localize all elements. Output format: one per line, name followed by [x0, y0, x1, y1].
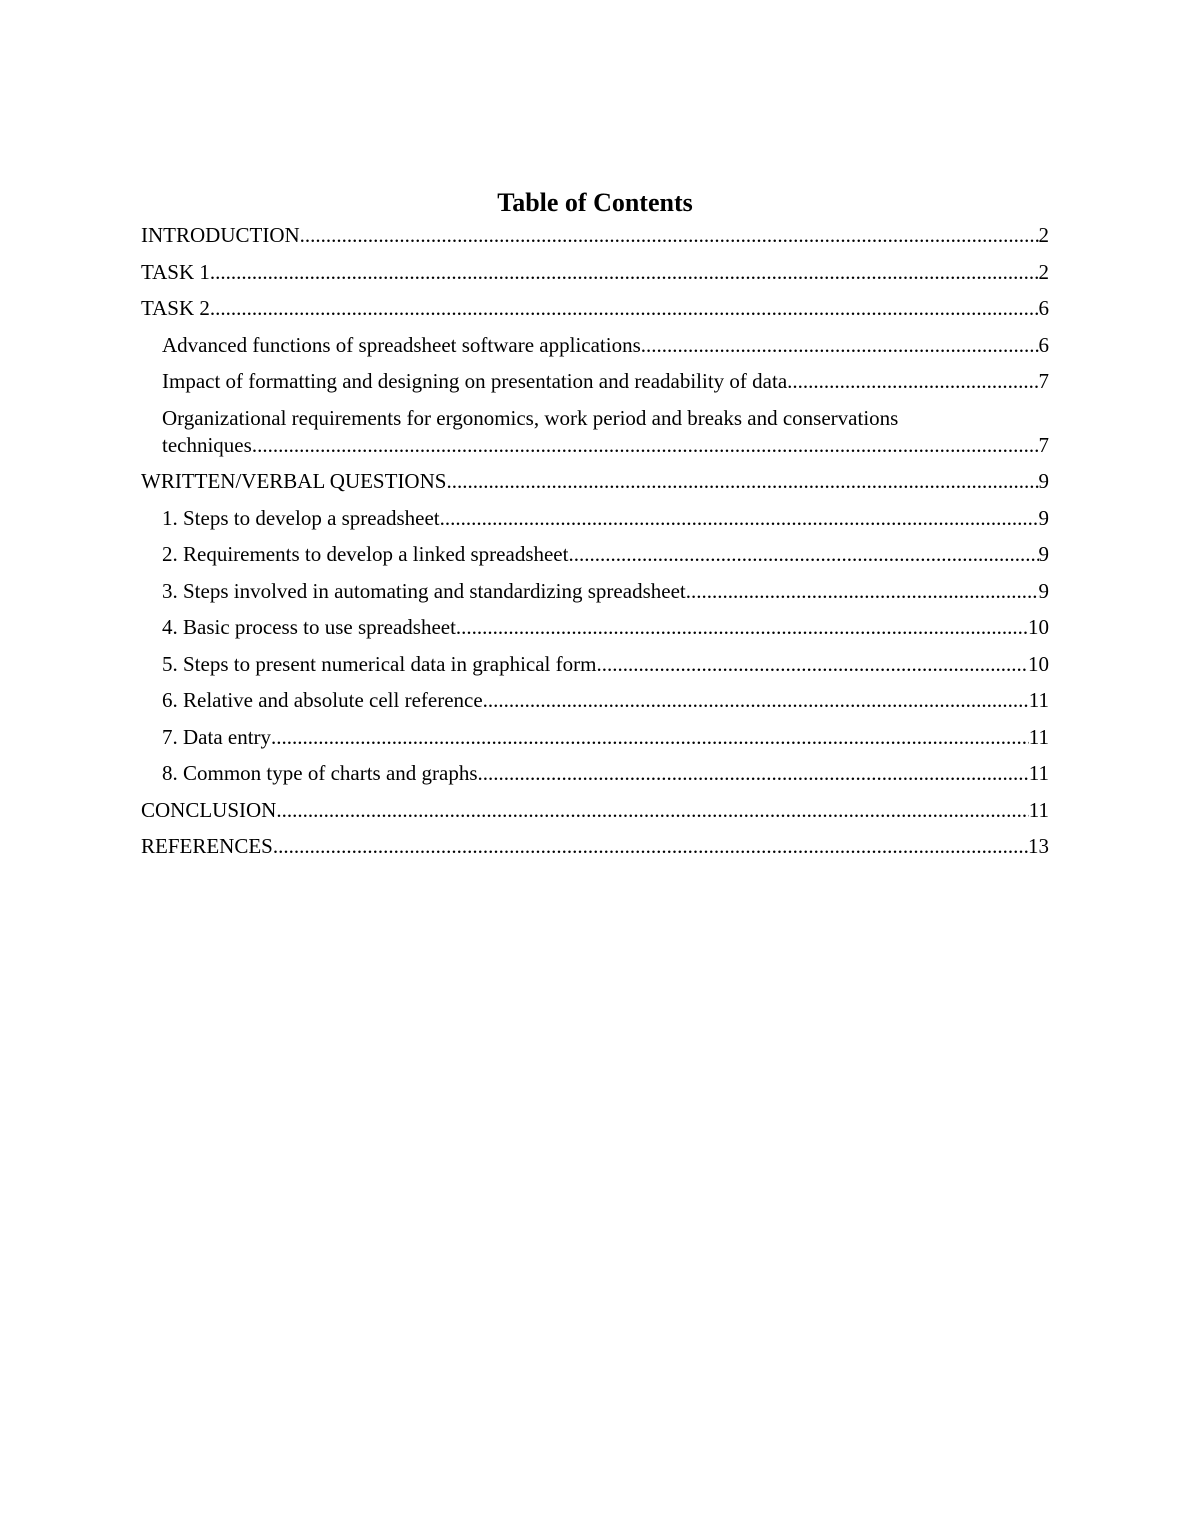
toc-entry-question-8[interactable]	[141, 760, 1049, 787]
toc-page-number: 10	[1028, 651, 1049, 676]
toc-page-number: 2	[1038, 259, 1049, 284]
toc-entry-text: 7. Data entry	[162, 724, 272, 749]
dot-leader	[210, 259, 1039, 286]
toc-entry-task-1[interactable]	[141, 259, 1049, 286]
toc-entry-text: 8. Common type of charts and graphs	[162, 761, 478, 785]
toc-entry-written-verbal-questions[interactable]	[141, 468, 1049, 495]
toc-entry-text: Impact of formatting and designing on presentation and readability of data	[162, 369, 788, 393]
toc-entry-text: TASK 2	[141, 296, 210, 320]
dot-leader	[273, 833, 1028, 860]
toc-page-number: 7	[1038, 369, 1049, 393]
toc-entry-text: 3. Steps involved in automating and standardizing spreadsheet	[162, 578, 686, 603]
toc-entry-question-3[interactable]	[141, 578, 1049, 605]
dot-leader	[446, 468, 1038, 495]
toc-page-number: 11	[1028, 688, 1049, 712]
toc-title: Table of Contents	[497, 188, 693, 217]
toc-page-number: 9	[1038, 469, 1049, 493]
toc-page-number: 11	[1028, 761, 1049, 785]
toc-page-number: 2	[1038, 223, 1049, 247]
toc-entry-question-1[interactable]	[141, 505, 1049, 532]
toc-page-number: 9	[1038, 542, 1049, 566]
toc-entry-impact-of-formatting[interactable]	[141, 368, 1049, 395]
toc-page-number: 11	[1028, 797, 1049, 822]
dot-leader	[210, 295, 1039, 322]
toc-page-number: 7	[1038, 432, 1049, 457]
dot-leader	[271, 724, 1029, 751]
toc-entry-text: INTRODUCTION	[141, 223, 300, 247]
toc-entry-conclusion[interactable]	[141, 797, 1049, 824]
toc-entry-question-7[interactable]	[141, 724, 1049, 751]
toc-entry-question-6[interactable]	[141, 687, 1049, 714]
dot-leader	[483, 687, 1029, 714]
toc-entry-question-4[interactable]	[141, 614, 1049, 641]
toc-entry-advanced-functions[interactable]	[141, 332, 1049, 359]
dot-leader	[276, 797, 1028, 824]
toc-page-number: 6	[1038, 296, 1049, 320]
dot-leader	[686, 578, 1039, 605]
toc-page-number: 9	[1038, 578, 1049, 603]
toc-entry-question-2[interactable]	[141, 541, 1049, 568]
toc-list	[141, 222, 1049, 860]
toc-entry-text: 5. Steps to present numerical data in graphical form	[162, 651, 597, 676]
toc-entry-text: 4. Basic process to use spreadsheet	[162, 615, 456, 639]
toc-page-number: 10	[1028, 615, 1049, 639]
dot-leader	[478, 760, 1029, 787]
toc-entry-text: CONCLUSION	[141, 797, 277, 822]
toc-entry-question-5[interactable]	[141, 651, 1049, 678]
toc-entry-organizational-requirements[interactable]	[141, 405, 1049, 459]
toc-entry-text-line2: techniques	[162, 432, 252, 457]
dot-leader	[568, 541, 1038, 568]
dot-leader	[300, 222, 1039, 249]
toc-entry-text: TASK 1	[141, 259, 210, 284]
toc-entry-text: REFERENCES	[141, 834, 273, 858]
toc-entry-text: WRITTEN/VERBAL QUESTIONS	[141, 469, 447, 493]
toc-page-number: 13	[1028, 834, 1049, 858]
toc-entry-text: 1. Steps to develop a spreadsheet	[162, 505, 440, 530]
document-page	[141, 186, 1049, 870]
toc-entry-text-line1: Organizational requirements for ergonomics, work period and breaks and conservations	[162, 405, 899, 430]
toc-entry-text: 2. Requirements to develop a linked spreadsheet	[162, 542, 569, 566]
toc-page-number: 9	[1038, 505, 1049, 530]
dot-leader	[596, 651, 1028, 678]
dot-leader	[440, 505, 1039, 532]
toc-entry-text: 6. Relative and absolute cell reference	[162, 688, 483, 712]
dot-leader	[252, 432, 1039, 459]
toc-page-number: 6	[1038, 332, 1049, 357]
toc-entry-introduction[interactable]	[141, 222, 1049, 249]
dot-leader	[641, 332, 1039, 359]
dot-leader	[787, 368, 1038, 395]
toc-page-number: 11	[1028, 724, 1049, 749]
toc-entry-references[interactable]	[141, 833, 1049, 860]
dot-leader	[456, 614, 1028, 641]
toc-entry-task-2[interactable]	[141, 295, 1049, 322]
toc-entry-text: Advanced functions of spreadsheet software applications	[162, 332, 641, 357]
